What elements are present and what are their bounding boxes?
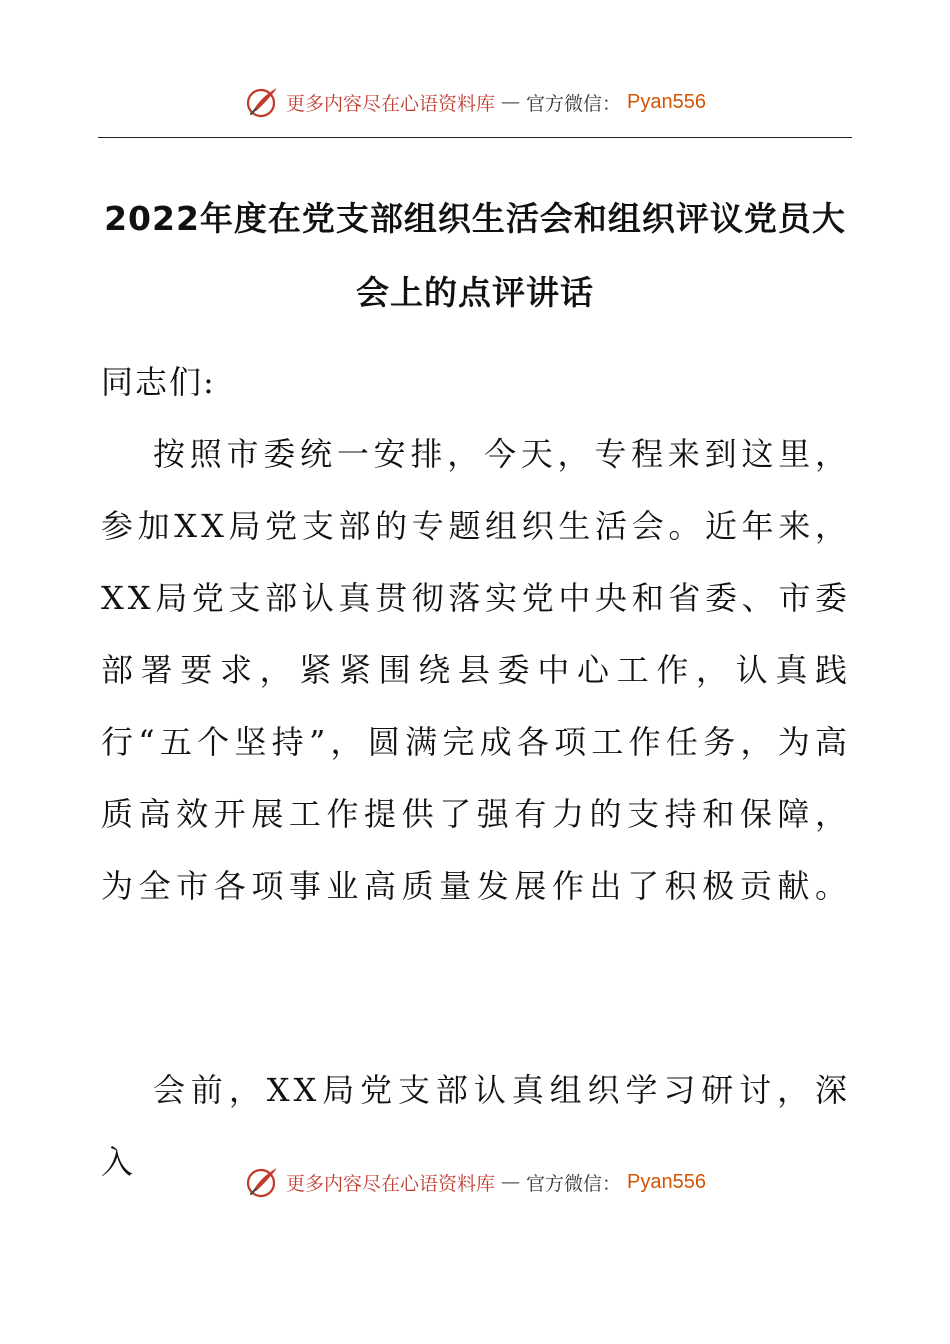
header-divider	[98, 137, 852, 138]
watermark-main-text: 更多内容尽在心语资料库	[286, 1172, 496, 1195]
quill-pen-logo-icon	[244, 1164, 280, 1200]
header-watermark	[0, 80, 950, 124]
body-paragraph-1: 按照市委统一安排，今天，专程来到这里，参加XX局党支部的专题组织生活会。近年来，XX局党支部认真贯彻落实党中央和省委、市委部署要求，紧紧围绕县委中心工作，认真践行“五个坚持”，圆满完成各项工作任务，为高质高效开展工作提供了强有力的支持和保障，为全市各项事业高质量发展作出了积极贡献。	[101, 435, 851, 905]
watermark-wechat-label: 官方微信：	[526, 92, 622, 115]
quill-pen-logo-icon	[244, 84, 280, 120]
watermark-wechat-id: Pyan556	[627, 1170, 706, 1193]
watermark-wechat-id: Pyan556	[627, 90, 706, 113]
footer-watermark	[0, 1160, 950, 1204]
watermark-dash: —	[501, 1171, 521, 1193]
watermark-wechat-label: 官方微信：	[526, 1172, 622, 1195]
body-paragraph-2: 会前，XX局党支部认真组织学习研讨，深入	[101, 1071, 851, 1181]
document-title: 2022年度在党支部组织生活会和组织评议党员大会上的点评讲话	[104, 199, 846, 312]
watermark-main-text: 更多内容尽在心语资料库	[286, 92, 496, 115]
salutation: 同志们:	[101, 363, 216, 401]
watermark-dash: —	[501, 91, 521, 113]
